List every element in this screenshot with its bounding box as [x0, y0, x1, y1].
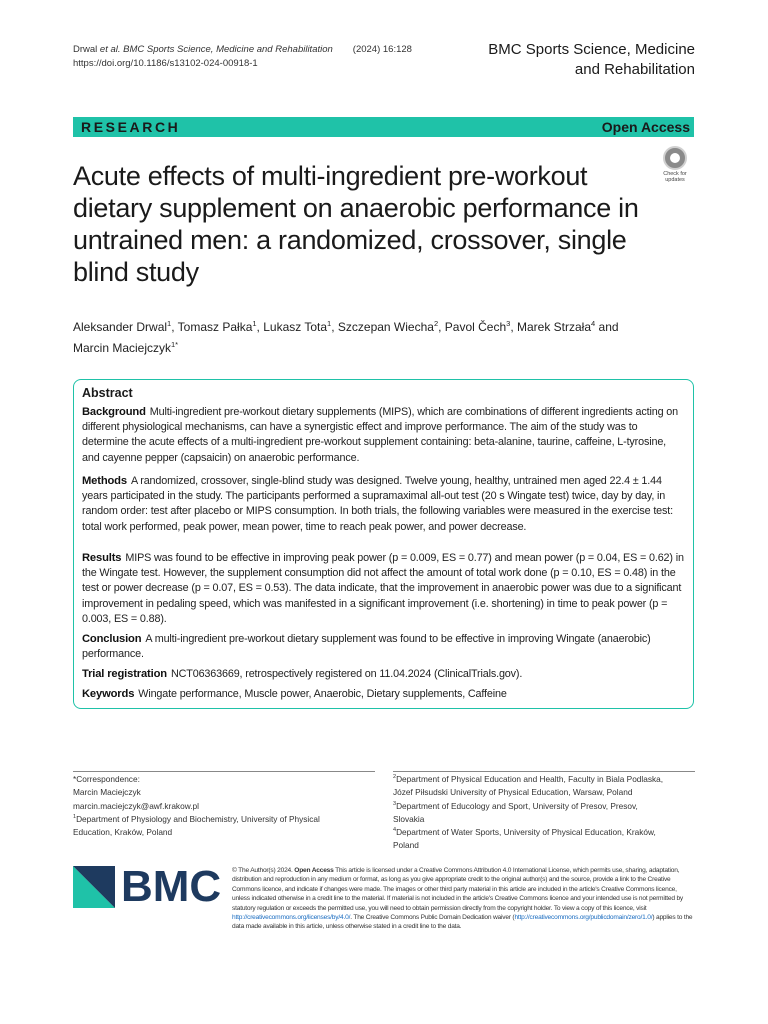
- author[interactable]: Marek Strzała$^4$: [517, 319, 596, 334]
- abstract-background: Background Multi-ingredient pre-workout dietary supplements (MIPS), which are combinations of different ingredients acting on different physiological mechanisms, can have a synergistic effect and improve performance. The aim of the study was to determine the acute effects of a multi-ingredient pre-workout supplement containing: beta-alanine, taurine, caffeine, L-tyrosine, and cayenne pepper (capsaicin) on anaerobic performance.: [82, 406, 678, 464]
- journal-name-line2: and Rehabilitation: [574, 61, 695, 78]
- abstract-box: [73, 379, 694, 709]
- journal-name-line1: BMC Sports Science, Medicine: [488, 41, 695, 58]
- public-domain-link[interactable]: http://creativecommons.org/publicdomain/zero/1.0/: [514, 914, 653, 922]
- abstract-results: Results MIPS was found to be effective in improving peak power (p = 0.009, ES = 0.77) and mean power (p = 0.04, ES = 0.62) in the Wingate test. However, the supplement consumption did not affect the amount of total work done (p = 0.10, ES = 0.48) in the test or power decrease (p = 0.07, ES = 0.53). The data indicate, that the improvement in anaerobic power was due to a significant improvement in pedaling speed, which was manifested in a significant improvement (i.e. shortening) in time to peak power (p = 0.003, ES = 0.88).: [82, 552, 684, 625]
- section-label: RESEARCH: [81, 119, 181, 135]
- abstract-conclusion: Conclusion A multi-ingredient pre-workout dietary supplement was found to be effective in improving Wingate (anaerobic) performance.: [82, 633, 651, 661]
- authors-and: and: [598, 320, 619, 334]
- bmc-logo-text: BMC: [121, 862, 222, 911]
- citation-line: [73, 43, 412, 57]
- abstract-heading: Abstract: [82, 386, 133, 400]
- citation-year-volume: (2024) 16:128: [352, 44, 412, 55]
- footnote-line: Poland: [393, 840, 419, 851]
- bmc-logo-mark-icon: [73, 866, 115, 908]
- abstract-methods: Methods A randomized, crossover, single-blind study was designed. Twelve young, healthy, untrained men aged 22.4 ± 1.44 years participated in the study. The participants performed a supramaximal all-out test (20 s Wingate test) twice, day by day, in random order: test after placebo or MIPS consumption. In both trials, the following variables were measured in the exercise test: total work performed, peak power, mean power, time to reach peak power, and power decrease.: [82, 475, 673, 533]
- author[interactable]: Tomasz Pałka$^1$: [177, 319, 257, 334]
- footnotes-left: [73, 772, 373, 838]
- footnote-line: Marcin Maciejczyk: [73, 787, 141, 798]
- citation-journal: et al. BMC Sports Science, Medicine and Rehabilitation: [99, 44, 333, 55]
- abstract-keywords: Keywords Wingate performance, Muscle power, Anaerobic, Dietary supplements, Caffeine: [82, 688, 507, 700]
- footnote-line: $^3$Department of Educology and Sport, University of Presov, Presov,: [393, 800, 638, 811]
- article-title: Acute effects of multi-ingredient pre-workout dietary supplement on anaerobic performance in untrained men: a randomized, crossover, single blind study: [73, 161, 639, 287]
- license-link[interactable]: http://creativecommons.org/licenses/by/4.0/: [232, 914, 351, 922]
- footnote-line: *Correspondence:: [73, 773, 140, 784]
- journal-name: [435, 40, 695, 80]
- doi-link[interactable]: https://doi.org/10.1186/s13102-024-00918-1: [73, 58, 258, 69]
- badge-line1: Check for: [663, 171, 687, 177]
- author[interactable]: Pavol Čech$^3$: [444, 319, 511, 334]
- footnote-line: $^1$Department of Physiology and Biochemistry, University of Physical: [73, 813, 320, 824]
- license-text: © The Author(s) 2024. Open Access This article is licensed under a Creative Commons Attribution 4.0 International License, which permits use, sharing, adaptation, distribution and reproduction in any medium or format, as long as you give appropriate credit to the original author(s) and the source, provide a link to the Creative Commons licence, and indicate if changes were made. The images or other third party material in this article are included in the article's Creative Commons licence, unless indicated otherwise in a credit line to the material. If material is not included in the article's Creative Commons licence and your intended use is not permitted by statutory regulation or exceeds the permitted use, you will need to obtain permission directly from the copyright holder. To view a copy of this licence, visit http://creativecommons.org/licenses/by/4.0/. The Creative Commons Public Domain Dedication waiver (http://creativecommons.org/publicdomain/zero/1.0/) applies to the data made available in this article, unless otherwise stated in a credit line to the data.: [232, 867, 693, 931]
- footnote-line: $^4$Department of Water Sports, University of Physical Education, Kraków,: [393, 826, 656, 837]
- badge-line2: updates: [665, 177, 685, 183]
- footnote-line: Józef Piłsudski University of Physical Education, Warsaw, Poland: [393, 787, 633, 798]
- author[interactable]: Szczepan Wiecha$^2$: [337, 319, 439, 334]
- author[interactable]: Aleksander Drwal$^1$: [73, 319, 172, 334]
- running-header: [73, 43, 412, 71]
- section-bar: [73, 117, 694, 137]
- author[interactable]: Marcin Maciejczyk$^{1*}$: [73, 340, 179, 355]
- abstract-trial-registration: Trial registration NCT06363669, retrospectively registered on 11.04.2024 (ClinicalTrials.gov).: [82, 668, 523, 680]
- footnote-line: $^2$Department of Physical Education and Health, Faculty in Biala Podlaska,: [393, 773, 664, 784]
- citation-author: Drwal: [73, 44, 100, 55]
- correspondence-email[interactable]: marcin.maciejczyk@awf.krakow.pl: [73, 800, 199, 811]
- footnote-line: Slovakia: [393, 813, 425, 824]
- footnotes-right: [393, 772, 693, 852]
- footnote-line: Education, Kraków, Poland: [73, 826, 173, 837]
- bmc-logo: [73, 862, 222, 911]
- open-access-label: Open Access: [601, 119, 690, 135]
- author[interactable]: Lukasz Tota$^1$: [263, 319, 332, 334]
- author-list: Aleksander Drwal$^1$, Tomasz Pałka$^1$, Lukasz Tota$^1$, Szczepan Wiecha$^2$, Pavol Čech$^3$, Marek Strzała$^4$ and Marcin Maciejczyk$^{1*}$: [73, 319, 619, 355]
